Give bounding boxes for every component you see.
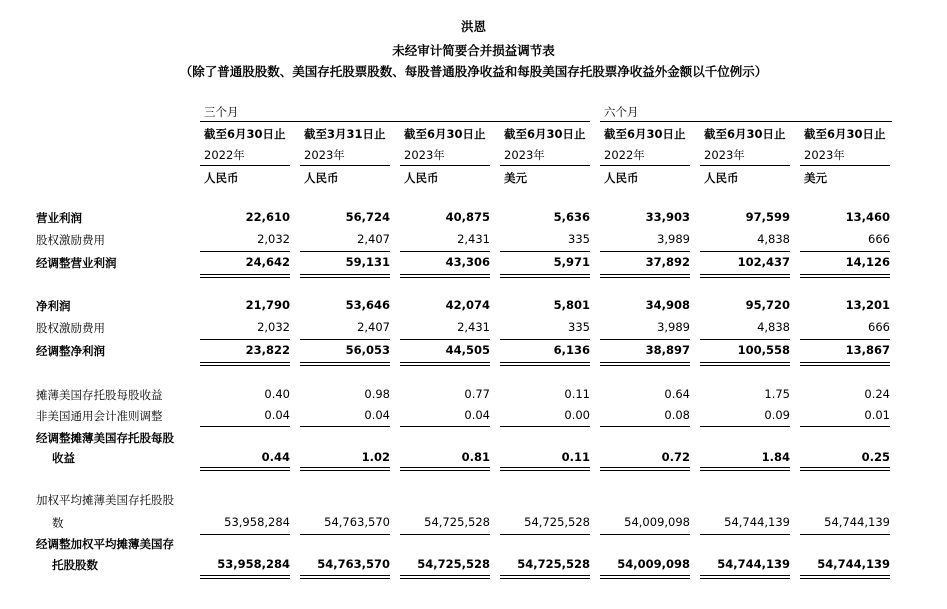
column-header-underline	[500, 165, 590, 166]
cell-value: 0.40	[264, 387, 290, 401]
column-period-7: 截至6月30日止	[804, 127, 886, 141]
total-double-rule	[200, 467, 290, 471]
total-double-rule	[600, 362, 690, 366]
cell-value: 3,989	[657, 320, 690, 334]
cell-value: 23,822	[245, 343, 290, 357]
total-double-rule	[400, 575, 490, 579]
total-double-rule	[400, 274, 490, 278]
group-three-month: 三个月	[204, 105, 239, 119]
column-currency-2: 人民币	[304, 171, 339, 185]
column-period-6: 截至6月30日止	[704, 127, 786, 141]
subtotal-rule	[800, 426, 890, 427]
total-double-rule	[300, 362, 390, 366]
cell-value: 2,431	[457, 320, 490, 334]
cell-value: 2,032	[257, 232, 290, 246]
cell-value: 6,136	[553, 343, 590, 357]
cell-value: 0.72	[661, 450, 690, 464]
cell-value: 38,897	[645, 343, 690, 357]
subtotal-rule	[800, 251, 890, 252]
subtotal-rule	[600, 426, 690, 427]
subtotal-rule	[400, 251, 490, 252]
subtotal-rule	[600, 534, 690, 535]
column-currency-7: 美元	[804, 171, 827, 185]
cell-value: 56,724	[345, 210, 390, 224]
column-currency-1: 人民币	[204, 171, 239, 185]
cell-value: 1.02	[361, 450, 390, 464]
subtotal-rule	[400, 339, 490, 340]
cell-value: 40,875	[445, 210, 490, 224]
column-year-2: 2023年	[304, 148, 345, 162]
cell-value: 54,763,570	[324, 515, 390, 529]
cell-value: 5,801	[553, 298, 590, 312]
cell-value: 53,958,284	[224, 515, 290, 529]
cell-value: 42,074	[445, 298, 490, 312]
column-currency-5: 人民币	[604, 171, 639, 185]
cell-value: 3,989	[657, 232, 690, 246]
column-header-underline	[700, 165, 790, 166]
cell-value: 4,838	[757, 320, 790, 334]
cell-value: 0.81	[461, 450, 490, 464]
subtotal-rule	[200, 426, 290, 427]
total-double-rule	[500, 467, 590, 471]
total-double-rule	[600, 274, 690, 278]
row-label: 摊薄美国存托股每股收益	[36, 388, 163, 402]
cell-value: 54,725,528	[424, 515, 490, 529]
column-header-underline	[400, 165, 490, 166]
total-double-rule	[300, 467, 390, 471]
cell-value: 54,763,570	[317, 557, 390, 571]
total-double-rule	[500, 362, 590, 366]
cell-value: 22,610	[245, 210, 290, 224]
cell-value: 0.09	[764, 408, 790, 422]
cell-value: 43,306	[445, 255, 490, 269]
cell-value: 24,642	[245, 255, 290, 269]
subtotal-rule	[800, 339, 890, 340]
cell-value: 53,958,284	[217, 557, 290, 571]
column-year-5: 2022年	[604, 148, 645, 162]
subtotal-rule	[800, 534, 890, 535]
cell-value: 13,460	[845, 210, 890, 224]
total-double-rule	[800, 575, 890, 579]
cell-value: 14,126	[845, 255, 890, 269]
subtotal-rule	[600, 251, 690, 252]
subtotal-rule	[300, 534, 390, 535]
cell-value: 34,908	[645, 298, 690, 312]
total-double-rule	[600, 575, 690, 579]
cell-value: 1.84	[761, 450, 790, 464]
column-currency-6: 人民币	[704, 171, 739, 185]
subtotal-rule	[700, 534, 790, 535]
total-double-rule	[800, 362, 890, 366]
cell-value: 0.77	[464, 387, 490, 401]
cell-value: 54,744,139	[724, 515, 790, 529]
cell-value: 0.64	[664, 387, 690, 401]
row-label: 经调整营业利润	[36, 256, 117, 270]
subtotal-rule	[600, 339, 690, 340]
cell-value: 54,009,098	[617, 557, 690, 571]
row-label-continued: 数	[52, 516, 64, 530]
cell-value: 54,744,139	[824, 515, 890, 529]
cell-value: 0.04	[364, 408, 390, 422]
total-double-rule	[700, 467, 790, 471]
subtotal-rule	[500, 426, 590, 427]
column-period-1: 截至6月30日止	[204, 127, 286, 141]
total-double-rule	[600, 467, 690, 471]
subtotal-rule	[500, 339, 590, 340]
cell-value: 0.25	[861, 450, 890, 464]
cell-value: 54,744,139	[817, 557, 890, 571]
total-double-rule	[700, 575, 790, 579]
column-header-underline	[600, 165, 690, 166]
subtotal-rule	[400, 534, 490, 535]
subtotal-rule	[300, 426, 390, 427]
cell-value: 1.75	[764, 387, 790, 401]
total-double-rule	[500, 274, 590, 278]
subtotal-rule	[700, 426, 790, 427]
cell-value: 0.08	[664, 408, 690, 422]
row-label: 加权平均摊薄美国存托股股	[36, 493, 174, 507]
cell-value: 97,599	[745, 210, 790, 224]
column-header-underline	[200, 165, 290, 166]
cell-value: 13,867	[845, 343, 890, 357]
total-double-rule	[300, 575, 390, 579]
column-year-3: 2023年	[404, 148, 445, 162]
subtotal-rule	[200, 339, 290, 340]
cell-value: 54,744,139	[717, 557, 790, 571]
cell-value: 2,407	[357, 320, 390, 334]
cell-value: 5,636	[553, 210, 590, 224]
cell-value: 53,646	[345, 298, 390, 312]
cell-value: 33,903	[645, 210, 690, 224]
total-double-rule	[800, 467, 890, 471]
group-six-month: 六个月	[604, 105, 639, 119]
cell-value: 0.11	[561, 450, 590, 464]
total-double-rule	[200, 362, 290, 366]
cell-value: 0.04	[464, 408, 490, 422]
column-header-underline	[300, 165, 390, 166]
cell-value: 102,437	[737, 255, 790, 269]
cell-value: 5,971	[553, 255, 590, 269]
column-currency-3: 人民币	[404, 171, 439, 185]
cell-value: 95,720	[745, 298, 790, 312]
cell-value: 2,431	[457, 232, 490, 246]
total-double-rule	[400, 362, 490, 366]
subtotal-rule	[400, 426, 490, 427]
column-year-7: 2023年	[804, 148, 845, 162]
row-label: 股权激励费用	[36, 233, 105, 247]
cell-value: 21,790	[245, 298, 290, 312]
row-label: 经调整摊薄美国存托股每股	[36, 431, 174, 445]
column-header-underline	[800, 165, 890, 166]
subtotal-rule	[700, 339, 790, 340]
cell-value: 59,131	[345, 255, 390, 269]
cell-value: 37,892	[645, 255, 690, 269]
row-label-continued: 托股股数	[52, 558, 98, 572]
cell-value: 2,032	[257, 320, 290, 334]
total-double-rule	[400, 467, 490, 471]
cell-value: 56,053	[345, 343, 390, 357]
subtotal-rule	[500, 534, 590, 535]
table-note: （除了普通股股数、美国存托股票股数、每股普通股净收益和每股美国存托股票净收益外金额以千位例示）	[179, 64, 768, 79]
cell-value: 54,725,528	[417, 557, 490, 571]
cell-value: 0.44	[261, 450, 290, 464]
cell-value: 100,558	[737, 343, 790, 357]
subtotal-rule	[300, 251, 390, 252]
column-period-4: 截至6月30日止	[504, 127, 586, 141]
company-title: 洪恩	[460, 19, 486, 34]
subtotal-rule	[700, 251, 790, 252]
row-label: 非美国通用会计准则调整	[36, 409, 163, 423]
row-label: 经调整净利润	[36, 344, 105, 358]
row-label: 经调整加权平均摊薄美国存	[36, 537, 174, 551]
column-period-5: 截至6月30日止	[604, 127, 686, 141]
column-period-2: 截至3月31日止	[304, 127, 386, 141]
cell-value: 54,725,528	[524, 515, 590, 529]
cell-value: 0.00	[564, 408, 590, 422]
column-year-6: 2023年	[704, 148, 745, 162]
row-label-continued: 收益	[52, 451, 75, 465]
total-double-rule	[200, 575, 290, 579]
cell-value: 0.11	[564, 387, 590, 401]
subtotal-rule	[200, 534, 290, 535]
cell-value: 335	[568, 320, 590, 334]
cell-value: 0.04	[264, 408, 290, 422]
total-double-rule	[300, 274, 390, 278]
group-six-month-underline	[600, 121, 892, 122]
table-title: 未经审计简要合并损益调节表	[392, 43, 555, 58]
row-label: 股权激励费用	[36, 321, 105, 335]
group-three-month-underline	[200, 121, 590, 122]
total-double-rule	[200, 274, 290, 278]
column-currency-4: 美元	[504, 171, 527, 185]
cell-value: 0.98	[364, 387, 390, 401]
cell-value: 666	[868, 232, 890, 246]
row-label: 营业利润	[36, 211, 82, 225]
cell-value: 0.24	[864, 387, 890, 401]
cell-value: 44,505	[445, 343, 490, 357]
total-double-rule	[800, 274, 890, 278]
row-label: 净利润	[36, 299, 71, 313]
subtotal-rule	[300, 339, 390, 340]
column-year-1: 2022年	[204, 148, 245, 162]
cell-value: 13,201	[845, 298, 890, 312]
column-year-4: 2023年	[504, 148, 545, 162]
column-period-3: 截至6月30日止	[404, 127, 486, 141]
cell-value: 4,838	[757, 232, 790, 246]
cell-value: 54,009,098	[624, 515, 690, 529]
total-double-rule	[500, 575, 590, 579]
cell-value: 54,725,528	[517, 557, 590, 571]
total-double-rule	[700, 274, 790, 278]
cell-value: 2,407	[357, 232, 390, 246]
cell-value: 666	[868, 320, 890, 334]
subtotal-rule	[200, 251, 290, 252]
total-double-rule	[700, 362, 790, 366]
subtotal-rule	[500, 251, 590, 252]
cell-value: 335	[568, 232, 590, 246]
cell-value: 0.01	[864, 408, 890, 422]
